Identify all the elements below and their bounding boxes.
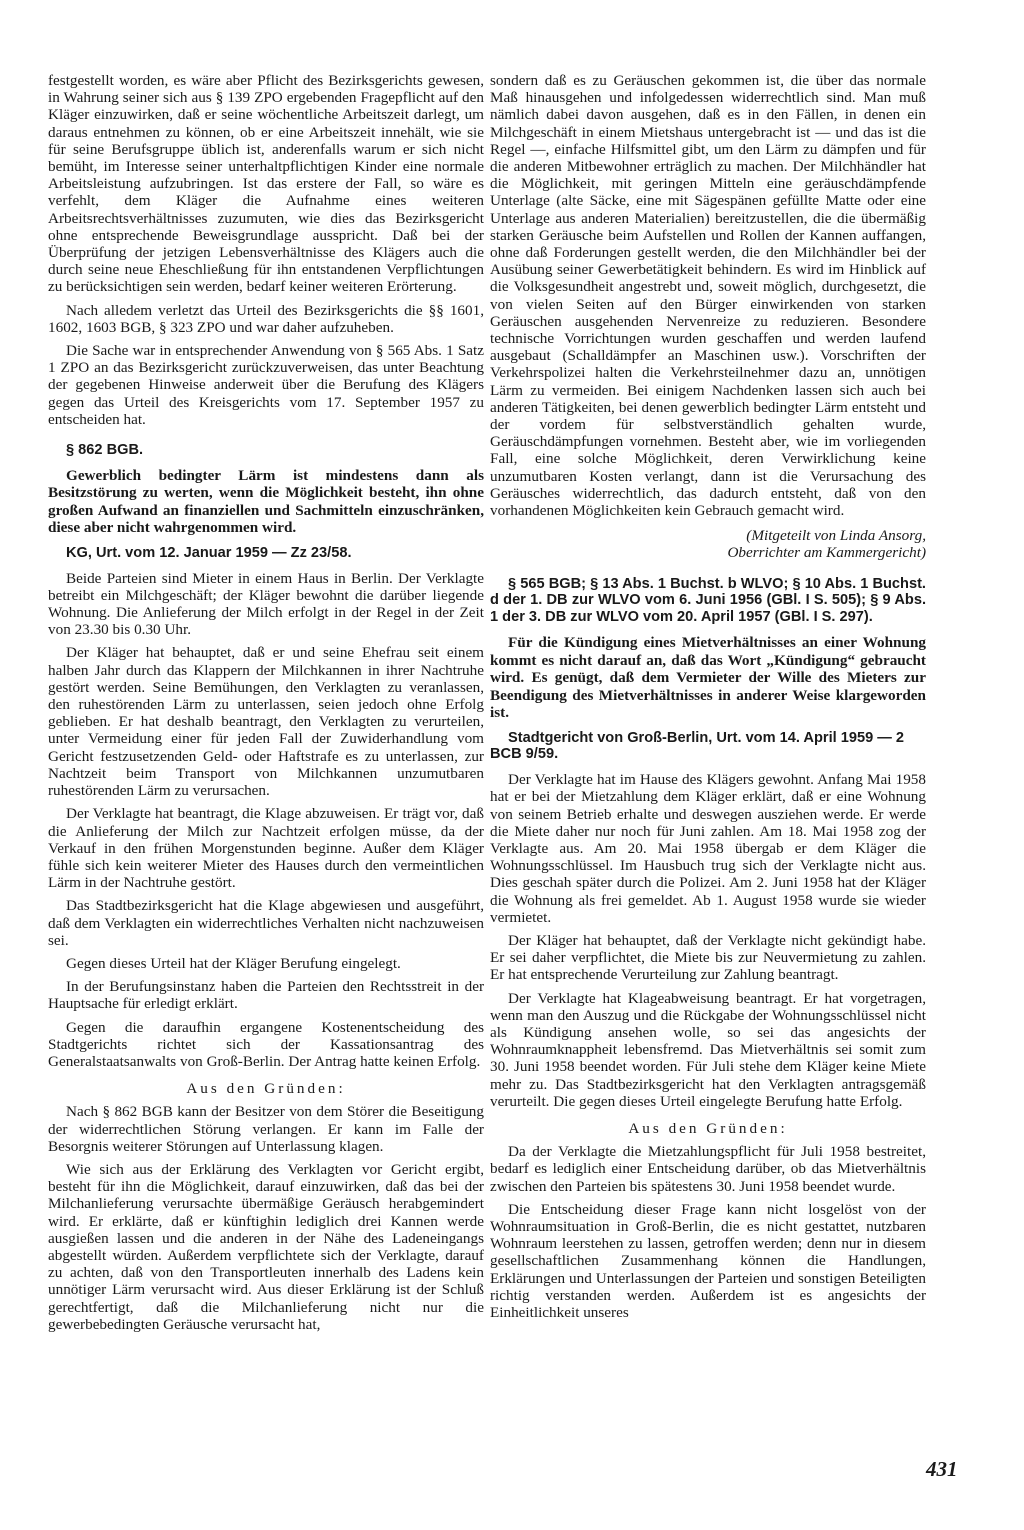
paragraph: Der Verklagte hat Klageabweisung beantragt. Er hat vorgetragen, wenn man den Auszug und die Rückgabe der Wohnungsschlüssel nicht als Kündigung ansehen wolle, so sei das angesichts der Wohnraumknappheit lebensfremd. Das Mietverhältnis sei somit zum 30. Juni 1958 beendet worden. Für Juli stehe dem Kläger keine Miete mehr zu. Das Stadtbezirksgericht hat den Verklagten antragsgemäß verurteilt. Die gegen dieses Urteil eingelegte Berufung hatte Erfolg. — [490, 989, 926, 1110]
paragraph: Der Kläger hat behauptet, daß der Verklagte nicht gekündigt habe. Er sei daher verpflichtet, die Miete bis zur Neuvermietung zu zahlen. Er hat entsprechende Verurteilung zur Zahlung beantragt. — [490, 932, 926, 984]
attribution — [490, 527, 926, 561]
paragraph: Die Sache war in entsprechender Anwendung von § 565 Abs. 1 Satz 1 ZPO an das Bezirksgericht zurückzuverweisen, das unter Beachtung der gegebenen Hinweise anderweit über die Berufung des Klägers gegen das Urteil des Kreisgerichts vom 17. September 1957 zu entscheiden hat. — [48, 342, 484, 428]
court-reference: Stadtgericht von Groß-Berlin, Urt. vom 14. April 1959 — 2 BCB 9/59. — [490, 729, 905, 763]
section-heading: Aus den Gründen: — [186, 1080, 346, 1098]
paragraph: Nach alledem verletzt das Urteil des Bezirksgerichts die §§ 1601, 1602, 1603 BGB, § 323 ZPO und war daher aufzuheben. — [48, 301, 484, 336]
paragraph: Die Entscheidung dieser Frage kann nicht losgelöst von der Wohnraumsituation in Groß-Berlin, die es nicht gestattet, nutzbaren Wohnraum leerstehen zu lassen, getroffen werden; denn nur in diesem gesellschaftlichen Zusammenhang können die Handlungen, Erklärungen und Unterlassungen der Parteien und sonstigen Beteiligten richtig verstanden werden. Außerdem ist es angesichts der Einheitlichkeit unseres — [490, 1200, 926, 1322]
left-column — [48, 72, 484, 1339]
attribution-line: (Mitgeteilt von Linda Ansorg, — [746, 527, 926, 545]
paragraph: In der Berufungsinstanz haben die Parteien den Rechtsstreit in der Hauptsache für erledigt erklärt. — [48, 978, 484, 1013]
paragraph: festgestellt worden, es wäre aber Pflicht des Bezirksgerichts gewesen, in Wahrung seiner sich aus § 139 ZPO ergebenden Fragepflicht auf den Kläger einzuwirken, daß er seine wöchentliche Arbeitszeit darlegt, um daraus entnehmen zu können, ob er eine Arbeitszeit innehält, wie sie für seine Berufsgruppe üblich ist, anderenfalls warum er sich nicht bemüht, im Interesse seiner unterhaltpflichtigen Kinder eine normale Arbeitsleistung aufzubringen. Ist das erstere der Fall, so wäre es verfehlt, dem Kläger die Aufnahme eines weiteren Arbeitsrechtsverhältnisses zuzumuten, wie dies das Bezirksgericht ohne entsprechende Beweisgrundlage ausspricht. Daß bei der Überprüfung der jetzigen Lebensverhältnisse des Klägers auch die durch seine neue Eheschließung für ihn entstandenen Verpflichtungen zu berücksichtigen sein werden, bedarf keiner weiteren Erörterung. — [48, 72, 484, 296]
attribution-line: Oberrichter am Kammergericht) — [727, 544, 926, 562]
court-reference: KG, Urt. vom 12. Januar 1959 — Zz 23/58. — [66, 544, 352, 561]
law-citation: § 862 BGB. — [66, 442, 144, 459]
paragraph: Gegen dieses Urteil hat der Kläger Berufung eingelegt. — [66, 954, 401, 972]
right-column — [490, 72, 926, 1327]
paragraph: Beide Parteien sind Mieter in einem Haus in Berlin. Der Verklagte betreibt ein Milchgeschäft; der Kläger bewohnt die darüber liegende Wohnung. Die Anlieferung der Milch erfolgt in der Regel in der Zeit von 23.30 bis 0.30 Uhr. — [48, 569, 484, 639]
paragraph: Da der Verklagte die Mietzahlungspflicht für Juli 1958 bestreitet, bedarf es lediglich einer Entscheidung darüber, ob das Mietverhältnis zwischen den Parteien bis spätestens 30. Juni 1958 beendet wurde. — [490, 1143, 926, 1195]
section-heading: Aus den Gründen: — [628, 1120, 788, 1138]
paragraph: Der Kläger hat behauptet, daß er und seine Ehefrau seit einem halben Jahr durch das Klappern der Milchkannen in ihrer Nachtruhe gestört werden. Seine Bemühungen, den Verklagten zu veranlassen, den ruhestörenden Lärm zu unterlassen, seien jedoch ohne Erfolg geblieben. Er hat deshalb beantragt, den Verklagten zu verurteilen, unter Vermeidung einer für jeden Fall der Zuwiderhandlung vom Gericht festzusetzenden Geld- oder Haftstrafe es zu unterlassen, zur Nachtzeit beim Transport von Milchkannen unzumutbaren ruhestörenden Lärm zu verursachen. — [48, 644, 484, 800]
paragraph: sondern daß es zu Geräuschen gekommen ist, die über das normale Maß hinausgehen und infolgedessen widerrechtlich sind. Man muß nämlich dabei davon ausgehen, daß es in den Fällen, in denen ein Milchgeschäft in einem Mietshaus untergebracht ist — und das ist die Regel —, einfache Hilfsmittel gibt, um den Lärm zu dämpfen und für die anderen Mitbewohner erträglich zu machen. Der Milchhändler hat die Möglichkeit, mit geringen Mitteln eine geräuschdämpfende Unterlage (alte Säcke, eine mit Sägespänen gefüllte Matte oder eine Unterlage aus anderen Materialien) bereitzustellen, die die übermäßig starken Geräusche beim Aufstellen und Rollen der Kannen auffangen, ohne daß Forderungen gestellt werden, die den Milchhändler bei der Ausübung seiner Gewerbetätigkeit behindern. Es wird im Hinblick auf die Volksgesundheit angestrebt und, soweit möglich, durchgesetzt, die von vielen Seiten auf den Bürger einwirkenden von starken Geräuschen ausgehenden Nervenreize zu reduzieren. Besondere technische Vorrichtungen wurden geschaffen und werden laufend ausgebaut (Schalldämpfer an Maschinen usw.). Vorschriften der Verkehrspolizei halten die Verkehrsteilnehmer dazu an, unnötigen Lärm zu vermeiden. Bei einigem Nachdenken lassen sich auch bei anderen Tätigkeiten, bei denen gewerblich bedingter Lärm entsteht und der vordem für selbstverständlich gehalten wurde, Geräuschdämpfungen vornehmen. Besteht aber, wie im vorliegenden Fall, eine solche Möglichkeit, deren Verwirklichung keine unzumutbaren Kosten verlangt, dann ist die Verursachung des Geräusches widerrechtlich, das dadurch entsteht, daß von den vorhandenen Möglichkeiten kein Gebrauch gemacht wird. — [490, 72, 926, 520]
headnote: Gewerblich bedingter Lärm ist mindestens dann als Besitzstörung zu werten, wenn die Möglichkeit besteht, ihn ohne großen Aufwand an finanziellen und Sachmitteln einzuschränken, diese aber nicht wahrgenommen wird. — [48, 466, 484, 537]
paragraph: Der Verklagte hat im Hause des Klägers gewohnt. Anfang Mai 1958 hat er bei der Mietzahlung dem Kläger erklärt, daß er eine Wohnung von seinem Betrieb erhalte und deswegen ausziehen werde. Er werde die Miete daher nur noch für Juni zahlen. Am 18. Mai 1958 zog der Verklagte aus. Am 20. Mai 1958 übergab er dem Kläger die Wohnungsschlüssel. Im Hausbuch trug sich der Verklagte nicht aus. Dies geschah später durch die Polizei. Am 2. Juni 1958 hat der Kläger die Wohnung als frei gemeldet. Ab 1. August 1958 wurde sie wieder vermietet. — [490, 771, 926, 926]
paragraph: Nach § 862 BGB kann der Besitzer von dem Störer die Beseitigung der widerrechtlichen Störung verlangen. Er kann im Falle der Besorgnis weiterer Störungen auf Unterlassung klagen. — [48, 1103, 484, 1155]
page-number: 431 — [926, 1457, 958, 1481]
paragraph: Der Verklagte hat beantragt, die Klage abzuweisen. Er trägt vor, daß die Anlieferung der Milch zur Nachtzeit erfolgen müsse, da der Verkauf in den frühen Morgenstunden beginne. Außer dem Kläger fühle sich kein weiterer Mieter des Hauses durch den vermeintlichen Lärm in der Nachtruhe gestört. — [48, 805, 484, 892]
paragraph: Das Stadtbezirksgericht hat die Klage abgewiesen und ausgeführt, daß dem Verklagten ein widerrechtliches Verhalten nicht nachzuweisen sei. — [48, 897, 484, 949]
law-citation: § 565 BGB; § 13 Abs. 1 Buchst. b WLVO; § 10 Abs. 1 Buchst. d der 1. DB zur WLVO vom 6. Juni 1956 (GBl. I S. 505); § 9 Abs. 1 der 3. DB zur WLVO vom 20. April 1957 (GBl. I S. 297). — [490, 575, 926, 626]
paragraph: Gegen die daraufhin ergangene Kostenentscheidung des Stadtgerichts richtet sich der Kassationsantrag des Generalstaatsanwalts von Groß-Berlin. Der Antrag hatte keinen Erfolg. — [48, 1018, 484, 1070]
headnote: Für die Kündigung eines Mietverhältnisses an einer Wohnung kommt es nicht darauf an, daß das Wort „Kündigung“ gebraucht wird. Es genügt, daß dem Vermieter der Wille des Mieters zur Beendigung des Mietverhältnisses in anderer Weise klargeworden ist. — [490, 634, 926, 722]
paragraph: Wie sich aus der Erklärung des Verklagten vor Gericht ergibt, besteht für ihn die Möglichkeit, darauf einzuwirken, daß das bei der Milchanlieferung verursachte übermäßige Geräusch herabgemindert wird. Er erklärte, daß er künftighin lediglich drei Kannen werde ausgießen lassen und die anderen in der Nähe des Ladeneingangs abgestellt würden. Außerdem verpflichtete sich der Verklagte, darauf zu achten, daß von den Transportleuten innerhalb des Ladens kein unnötiger Lärm verursacht wird. Aus dieser Erklärung ist der Schluß gerechtfertigt, daß die Milchanlieferung nicht nur die gewerbebedingten Geräusche verursacht hat, — [48, 1160, 484, 1333]
